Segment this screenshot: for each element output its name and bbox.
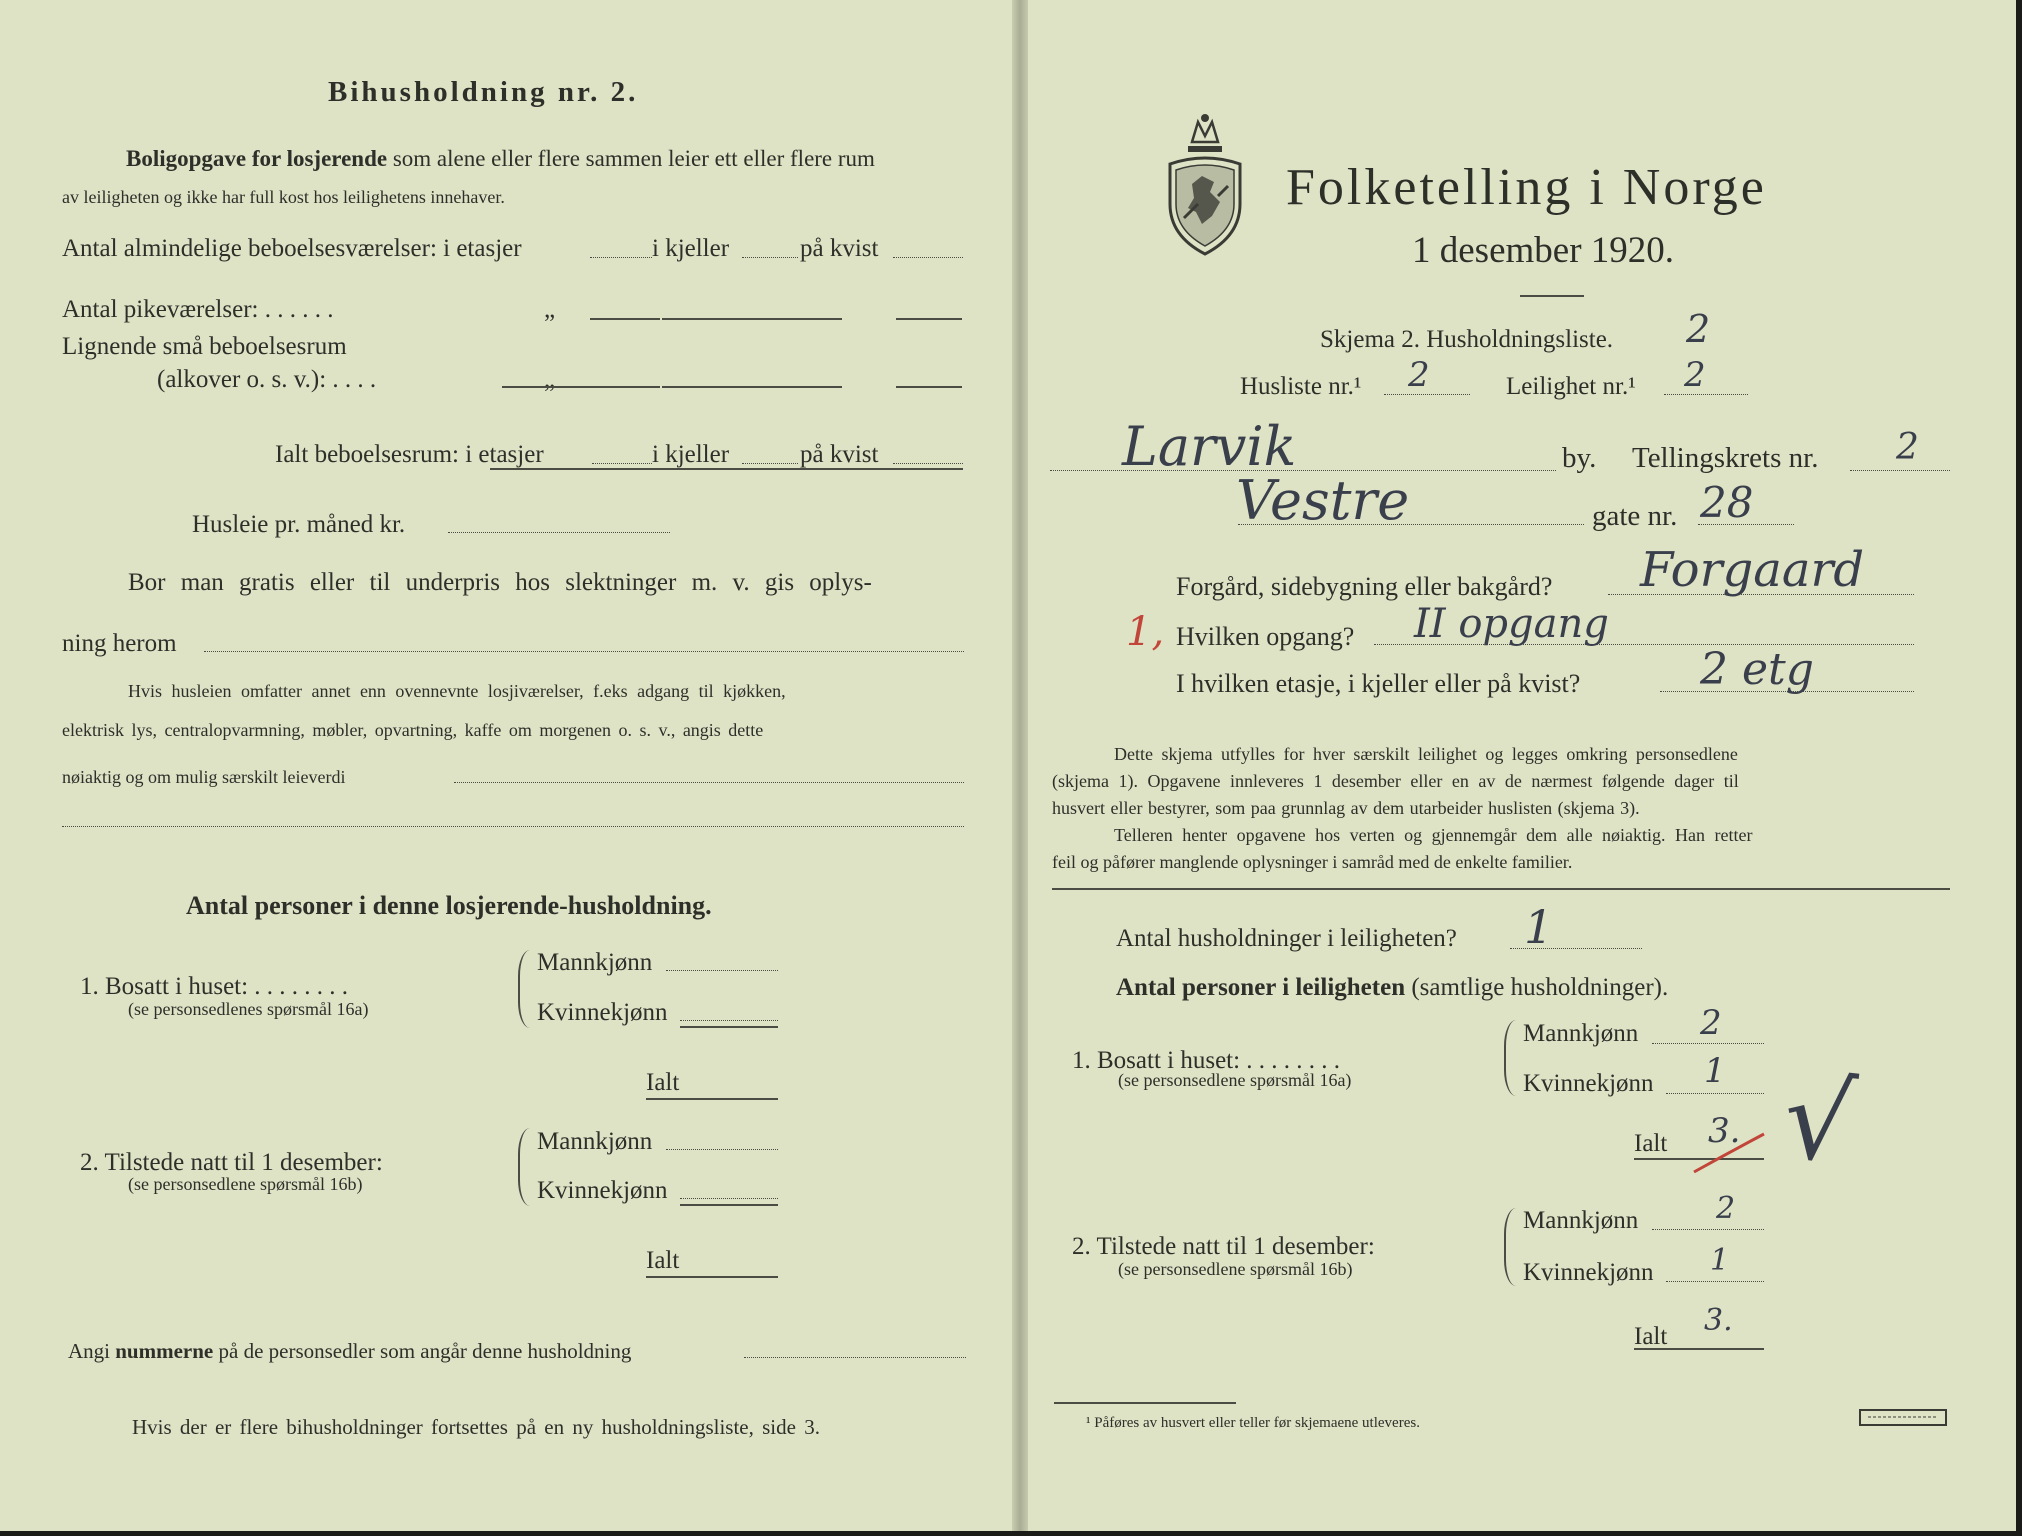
instructions-text: husvert eller bestyrer, som paa grunnlag av dem utarbeider huslisten (skjema 3). — [1052, 798, 1640, 818]
angi-text: Angi nummerne på de personsedler som angår denne husholdning — [68, 1339, 632, 1363]
q2-kvinne-field — [1666, 1281, 1764, 1282]
q1-note: (se personsedlene spørsmål 16a) — [1118, 1070, 1352, 1090]
q1-kvinne-value: 1 — [1704, 1051, 1726, 1091]
forgard-value: Forgaard — [1640, 542, 1865, 598]
q1-kvinne-field — [680, 1020, 778, 1021]
q1-kvinne-field — [1666, 1093, 1764, 1094]
mann-label: Mannkjønn — [537, 1128, 653, 1155]
q2-ialt-field — [1634, 1348, 1764, 1350]
ialt-kvist-field — [893, 463, 963, 464]
mann-label: Mannkjønn — [1523, 1020, 1639, 1047]
alkover-label: (alkover o. s. v.): . . . . — [157, 366, 377, 393]
hvis-text: Hvis husleien omfatter annet enn ovennevnte losjiværelser, f.eks adgang til kjøkken, — [128, 681, 786, 701]
leilighet-label: Leilighet nr.¹ — [1506, 373, 1636, 400]
kvist-label: på kvist — [800, 441, 879, 468]
kvist-label: på kvist — [800, 235, 879, 262]
pike-kjeller-field — [662, 318, 742, 320]
ialt-rooms-label: Ialt beboelsesrum: i etasjer — [275, 441, 544, 468]
ialt-label: Ialt — [1634, 1130, 1668, 1157]
scan-edge — [2016, 0, 2022, 1536]
instructions-text: Dette skjema utfylles for hver særskilt leilighet og legges omkring personsedlene — [1114, 744, 1738, 764]
instructions-text: feil og påfører manglende oplysninger i samråd med de enkelte familier. — [1052, 852, 1573, 872]
rooms-kvist-field — [893, 257, 963, 258]
krets-label: Tellingskrets nr. — [1632, 442, 1819, 474]
q1-mann-value: 2 — [1700, 1003, 1722, 1043]
husliste-number: 2 — [1408, 355, 1430, 395]
persons-heading: Antal personer i denne losjerende-husholdning. — [186, 891, 712, 920]
page-fold — [1012, 0, 1028, 1536]
q2-kvinne-value: 1 — [1710, 1243, 1730, 1278]
city-value: Larvik — [1122, 415, 1297, 478]
alkover-etasjer-field — [502, 386, 660, 388]
q2-label: 2. Tilstede natt til 1 desember: — [80, 1149, 383, 1176]
q2-mann-field — [1652, 1229, 1764, 1230]
krets-field — [1850, 470, 1950, 471]
leilighet-number: 2 — [1684, 355, 1706, 395]
opgang-value: II opgang — [1414, 601, 1609, 647]
ialt-kjeller-field — [742, 463, 798, 464]
lignende-label: Lignende små beboelsesrum — [62, 333, 347, 360]
krets-number: 2 — [1896, 427, 1919, 468]
q2-note: (se personsedlene spørsmål 16b) — [1118, 1259, 1353, 1279]
footer-text: Hvis der er flere bihusholdninger fortsettes på en ny husholdningsliste, side 3. — [132, 1415, 820, 1439]
by-label: by. — [1562, 442, 1597, 474]
mann-label: Mannkjønn — [1523, 1207, 1639, 1234]
kjeller-label: i kjeller — [652, 235, 730, 262]
etasje-label: I hvilken etasje, i kjeller eller på kvist? — [1176, 669, 1581, 698]
etasje-value: 2 etg — [1700, 644, 1814, 695]
rule — [680, 1026, 778, 1028]
leieverdi-field-2 — [62, 826, 964, 827]
ditto-mark: „ — [544, 366, 556, 393]
q1-ialt-value: 3. — [1708, 1111, 1741, 1151]
left-page-title: Bihusholdning nr. 2. — [328, 76, 639, 108]
q2-mann-value: 2 — [1716, 1191, 1736, 1226]
pike-label: Antal pikeværelser: . . . . . . — [62, 296, 334, 323]
q2-label: 2. Tilstede natt til 1 desember: — [1072, 1233, 1375, 1260]
hvis-text-line2: elektrisk lys, centralopvarmning, møbler, opvartning, kaffe om morgenen o. s. v., angis dette — [62, 720, 764, 740]
bor-text-line2: ning herom — [62, 630, 177, 657]
kvinne-label: Kvinnekjønn — [537, 1177, 668, 1204]
ialt-label: Ialt — [646, 1069, 680, 1096]
title-rule — [1520, 295, 1584, 297]
alkover-kjeller-field — [662, 386, 742, 388]
footnote-text: ¹ Påføres av husvert eller teller før skjemaene utleveres. — [1086, 1415, 1420, 1431]
hvis-text-line3: nøiaktig og om mulig særskilt leieverdi — [62, 767, 346, 787]
schema-number: 2 — [1686, 307, 1711, 351]
kvinne-label: Kvinnekjønn — [1523, 1259, 1654, 1286]
red-underline-mark — [1690, 1126, 1770, 1176]
rule — [490, 468, 963, 470]
q1-note: (se personsedlenes spørsmål 16a) — [128, 999, 369, 1019]
footnote-rule — [1054, 1402, 1236, 1404]
husholdninger-label: Antal husholdninger i leiligheten? — [1116, 925, 1457, 952]
rooms-etasjer-field — [590, 257, 652, 258]
gate-label: gate nr. — [1592, 500, 1678, 532]
form-title: Folketelling i Norge — [1286, 159, 1767, 216]
ialt-label: Ialt — [1634, 1323, 1668, 1350]
q1-label: 1. Bosatt i huset: . . . . . . . . — [80, 973, 349, 1000]
pike-kvist-field — [896, 318, 962, 320]
brace — [518, 950, 532, 1028]
red-pencil-mark: 1, — [1126, 609, 1165, 655]
pike-kjeller-field — [742, 318, 842, 320]
kjeller-label: i kjeller — [652, 441, 730, 468]
brace — [1504, 1020, 1518, 1096]
husleie-field — [448, 532, 670, 533]
alkover-kvist-field — [896, 386, 962, 388]
intro-text-line2: av leiligheten og ikke har full kost hos leilighetens innehaver. — [62, 187, 505, 207]
forgard-label: Forgård, sidebygning eller bakgård? — [1176, 572, 1553, 601]
section-rule — [1052, 888, 1950, 890]
intro-text: Boligopgave for losjerende som alene eller flere sammen leier ett eller flere rum — [126, 146, 875, 171]
brace — [518, 1128, 532, 1206]
rooms-label: Antal almindelige beboelsesværelser: i etasjer — [62, 235, 522, 262]
q1-label: 1. Bosatt i huset: . . . . . . . . — [1072, 1047, 1341, 1074]
q1-ialt-field — [646, 1098, 778, 1100]
q2-note: (se personsedlene spørsmål 16b) — [128, 1174, 363, 1194]
schema-label: Skjema 2. Husholdningsliste. — [1320, 326, 1614, 353]
kvinne-label: Kvinnekjønn — [537, 999, 668, 1026]
pike-etasjer-field — [590, 318, 660, 320]
husleie-label: Husleie pr. måned kr. — [192, 511, 406, 538]
form-date: 1 desember 1920. — [1412, 230, 1675, 271]
norwegian-coat-of-arms-icon — [1162, 112, 1248, 260]
persons-heading: Antal personer i leiligheten (samtlige husholdninger). — [1116, 974, 1669, 1001]
q1-mann-field — [1652, 1043, 1764, 1044]
brace — [1504, 1208, 1518, 1286]
angi-field — [744, 1357, 966, 1358]
bor-field — [204, 651, 964, 652]
street-field — [1238, 524, 1584, 525]
gate-number: 28 — [1700, 478, 1754, 527]
bor-text: Bor man gratis eller til underpris hos slektninger m. v. gis oplys- — [128, 569, 872, 596]
mann-label: Mannkjønn — [537, 949, 653, 976]
leilighet-field — [1664, 394, 1748, 395]
ialt-etasjer-field — [592, 463, 652, 464]
ditto-mark: „ — [544, 296, 556, 323]
alkover-kjeller-field — [742, 386, 842, 388]
q2-ialt-field — [646, 1276, 778, 1278]
opgang-label: Hvilken opgang? — [1176, 622, 1355, 651]
q2-mann-field — [666, 1149, 778, 1150]
instructions-text: Telleren henter opgavene hos verten og gjennemgår dem alle nøiaktig. Han retter — [1114, 825, 1753, 845]
printer-stamp-icon — [1858, 1408, 1950, 1428]
rooms-kjeller-field — [742, 257, 798, 258]
husholdninger-value: 1 — [1524, 900, 1554, 954]
rule — [680, 1204, 778, 1206]
q2-kvinne-field — [680, 1198, 778, 1199]
leieverdi-field — [454, 782, 964, 783]
instructions-text: (skjema 1). Opgavene innleveres 1 desember eller en av de nærmest følgende dager til — [1052, 771, 1739, 791]
husliste-label: Husliste nr.¹ — [1240, 373, 1362, 400]
check-mark: √ — [1777, 1053, 1861, 1189]
scan-edge — [0, 1531, 2022, 1536]
street-value: Vestre — [1236, 469, 1410, 532]
ialt-label: Ialt — [646, 1247, 680, 1274]
q1-mann-field — [666, 970, 778, 971]
kvinne-label: Kvinnekjønn — [1523, 1070, 1654, 1097]
q2-ialt-value: 3. — [1704, 1303, 1733, 1338]
